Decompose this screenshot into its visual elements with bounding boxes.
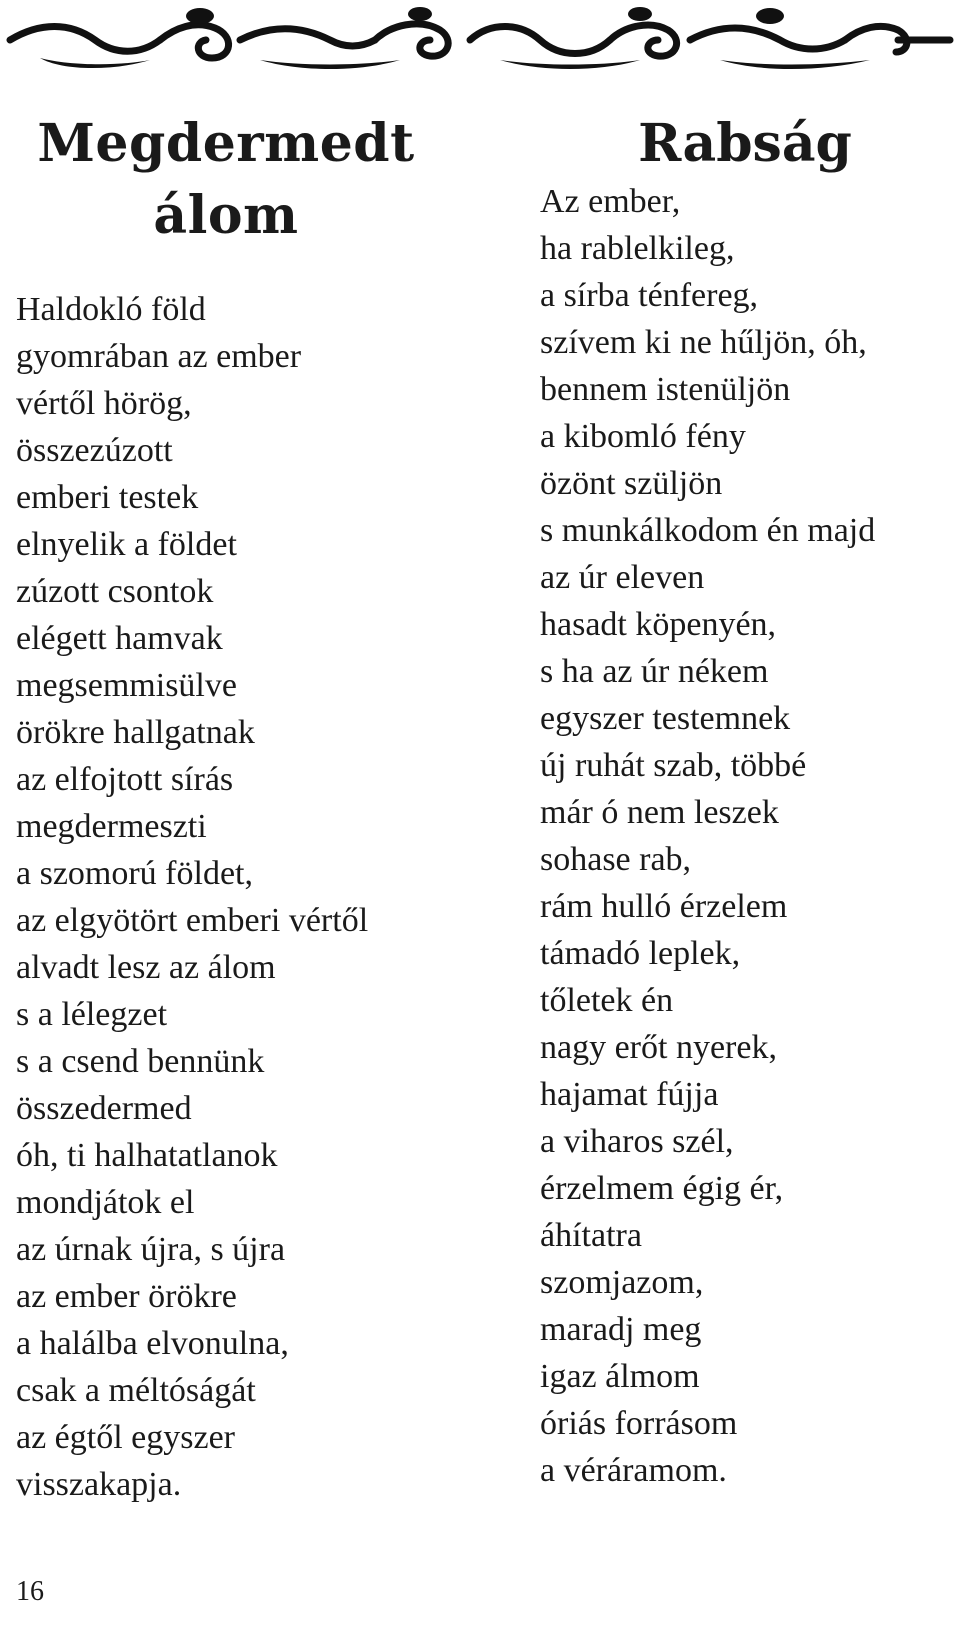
- poem-line: gyomrában az ember: [16, 338, 302, 375]
- poem-line: s munkálkodom én majd: [540, 512, 876, 549]
- poem-line: zúzott csontok: [16, 573, 214, 610]
- poem-line: az úrnak újra, s újra: [16, 1231, 286, 1268]
- poem-line: szomjazom,: [540, 1264, 704, 1301]
- poem-line: szívem ki ne hűljön, óh,: [540, 324, 867, 361]
- poem-line: nagy erőt nyerek,: [540, 1029, 777, 1066]
- poem-line: az elfojtott sírás: [16, 761, 234, 798]
- left-poem-title-line-1: Megdermedt: [37, 113, 415, 174]
- poem-line: egyszer testemnek: [540, 700, 791, 737]
- poem-line: összezúzott: [16, 432, 173, 469]
- poem-line: tőletek én: [540, 982, 674, 1019]
- poem-line: Az ember,: [540, 183, 681, 220]
- poem-line: emberi testek: [16, 479, 199, 516]
- poem-line: örökre hallgatnak: [16, 714, 255, 751]
- page-number: 16: [16, 1576, 44, 1607]
- poem-line: s a csend bennünk: [16, 1043, 265, 1080]
- poem-line: hasadt köpenyén,: [540, 606, 777, 643]
- right-poem: [540, 108, 950, 1494]
- poem-line: az ember örökre: [16, 1278, 237, 1315]
- poem-line: s a lélegzet: [16, 996, 168, 1033]
- poem-line: az elgyötört emberi vértől: [16, 902, 369, 939]
- right-poem-lines: [540, 178, 950, 1494]
- left-poem-lines: [16, 286, 456, 1508]
- left-poem-title-line-2: álom: [153, 185, 299, 246]
- poem-line: ha rablelkileg,: [540, 230, 735, 267]
- poem-line: s ha az úr nékem: [540, 653, 769, 690]
- poem-line: óh, ti halhatatlanok: [16, 1137, 278, 1174]
- poem-line: az úr eleven: [540, 559, 705, 596]
- poem-line: mondjátok el: [16, 1184, 195, 1221]
- poem-line: új ruhát szab, többé: [540, 747, 807, 784]
- poem-line: áhítatra: [540, 1217, 642, 1254]
- poem-line: özönt szüljön: [540, 465, 723, 502]
- poem-line: igaz álmom: [540, 1358, 700, 1395]
- poem-line: a véráramom.: [540, 1452, 727, 1489]
- poem-line: vértől hörög,: [16, 385, 192, 422]
- poem-line: megdermeszti: [16, 808, 207, 845]
- poem-line: hajamat fújja: [540, 1076, 719, 1113]
- poem-line: az égtől egyszer: [16, 1419, 235, 1456]
- poem-line: alvadt lesz az álom: [16, 949, 276, 986]
- poem-line: a sírba ténfereg,: [540, 277, 759, 314]
- poem-line: óriás forrásom: [540, 1405, 738, 1442]
- left-poem: [16, 108, 456, 1508]
- poem-line: rám hulló érzelem: [540, 888, 788, 925]
- poem-line: érzelmem égig ér,: [540, 1170, 784, 1207]
- poem-line: csak a méltóságát: [16, 1372, 256, 1409]
- poem-line: összedermed: [16, 1090, 192, 1127]
- left-poem-title: [16, 108, 436, 252]
- poem-line: már ó nem leszek: [540, 794, 779, 831]
- poem-line: a szomorú földet,: [16, 855, 253, 892]
- poem-line: a kibomló fény: [540, 418, 746, 455]
- poem-line: a viharos szél,: [540, 1123, 734, 1160]
- poem-line: sohase rab,: [540, 841, 692, 878]
- right-poem-title: Rabság: [638, 113, 852, 174]
- poem-line: visszakapja.: [16, 1466, 182, 1503]
- poem-line: támadó leplek,: [540, 935, 741, 972]
- poem-line: Haldokló föld: [16, 291, 206, 328]
- poem-line: a halálba elvonulna,: [16, 1325, 289, 1362]
- scroll-ornament-icon: [0, 0, 960, 80]
- poem-line: maradj meg: [540, 1311, 702, 1348]
- poem-line: elégett hamvak: [16, 620, 223, 657]
- poem-line: elnyelik a földet: [16, 526, 237, 563]
- poem-line: megsemmisülve: [16, 667, 237, 704]
- poem-line: bennem istenüljön: [540, 371, 791, 408]
